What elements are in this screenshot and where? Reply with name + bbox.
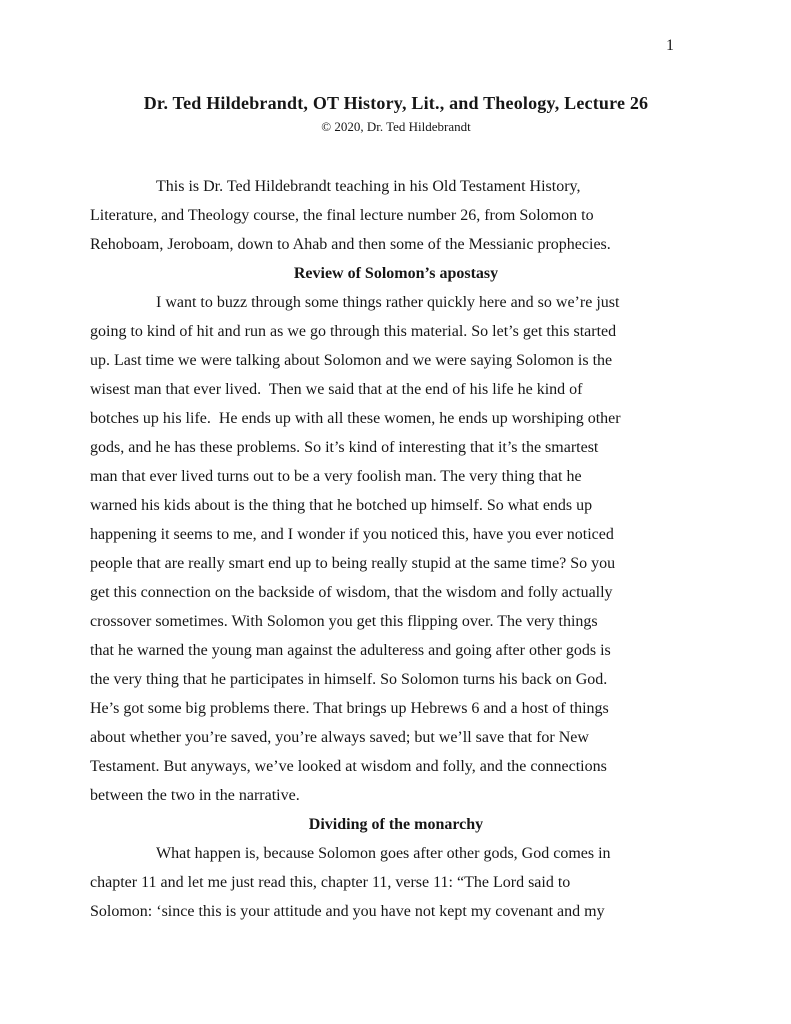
paragraph [90, 288, 702, 810]
paragraph [90, 172, 702, 259]
document-body [90, 172, 702, 926]
section-heading: Dividing of the monarchy [308, 816, 484, 833]
section-heading: Review of Solomon’s apostasy [293, 265, 499, 282]
text-line: crossover sometimes. With Solomon you get this flipping over. The very things [90, 613, 598, 630]
document-title: Dr. Ted Hildebrandt, OT History, Lit., and Theology, Lecture 26 [143, 93, 649, 113]
text-line: I want to buzz through some things rather quickly here and so we’re just [156, 294, 620, 311]
text-line: about whether you’re saved, you’re always saved; but we’ll save that for New [90, 729, 589, 746]
text-line: man that ever lived turns out to be a very foolish man. The very thing that he [90, 468, 582, 485]
text-line: Rehoboam, Jeroboam, down to Ahab and then some of the Messianic prophecies. [90, 236, 611, 253]
text-line: happening it seems to me, and I wonder if you noticed this, have you ever noticed [90, 526, 614, 543]
copyright-line: © 2020, Dr. Ted Hildebrandt [321, 119, 471, 134]
text-line: He’s got some big problems there. That brings up Hebrews 6 and a host of things [90, 700, 609, 717]
document-content [90, 90, 702, 926]
text-line: wisest man that ever lived. Then we said that at the end of his life he kind of [90, 381, 583, 398]
text-line: going to kind of hit and run as we go through this material. So let’s get this started [90, 323, 617, 340]
paragraph [90, 839, 702, 926]
page-number: 1 [666, 37, 674, 54]
text-line: people that are really smart end up to being really stupid at the same time? So you [90, 555, 616, 572]
text-line: chapter 11 and let me just read this, chapter 11, verse 11: “The Lord said to [90, 874, 571, 891]
text-line: Literature, and Theology course, the final lecture number 26, from Solomon to [90, 207, 594, 224]
text-line: Solomon: ‘since this is your attitude and you have not kept my covenant and my [90, 903, 605, 920]
text-line: warned his kids about is the thing that he botched up himself. So what ends up [90, 497, 593, 514]
text-line: between the two in the narrative. [90, 787, 300, 804]
text-line: get this connection on the backside of wisdom, that the wisdom and folly actually [90, 584, 613, 601]
text-line: This is Dr. Ted Hildebrandt teaching in his Old Testament History, [156, 178, 581, 195]
text-line: that he warned the young man against the adulteress and going after other gods is [90, 642, 611, 659]
text-line: the very thing that he participates in himself. So Solomon turns his back on God. [90, 671, 608, 688]
text-line: up. Last time we were talking about Solomon and we were saying Solomon is the [90, 352, 613, 369]
text-line: What happen is, because Solomon goes after other gods, God comes in [156, 845, 611, 862]
text-line: gods, and he has these problems. So it’s kind of interesting that it’s the smartest [90, 439, 599, 456]
text-line: Testament. But anyways, we’ve looked at wisdom and folly, and the connections [90, 758, 607, 775]
text-line: botches up his life. He ends up with all these women, he ends up worshiping other [90, 410, 621, 427]
